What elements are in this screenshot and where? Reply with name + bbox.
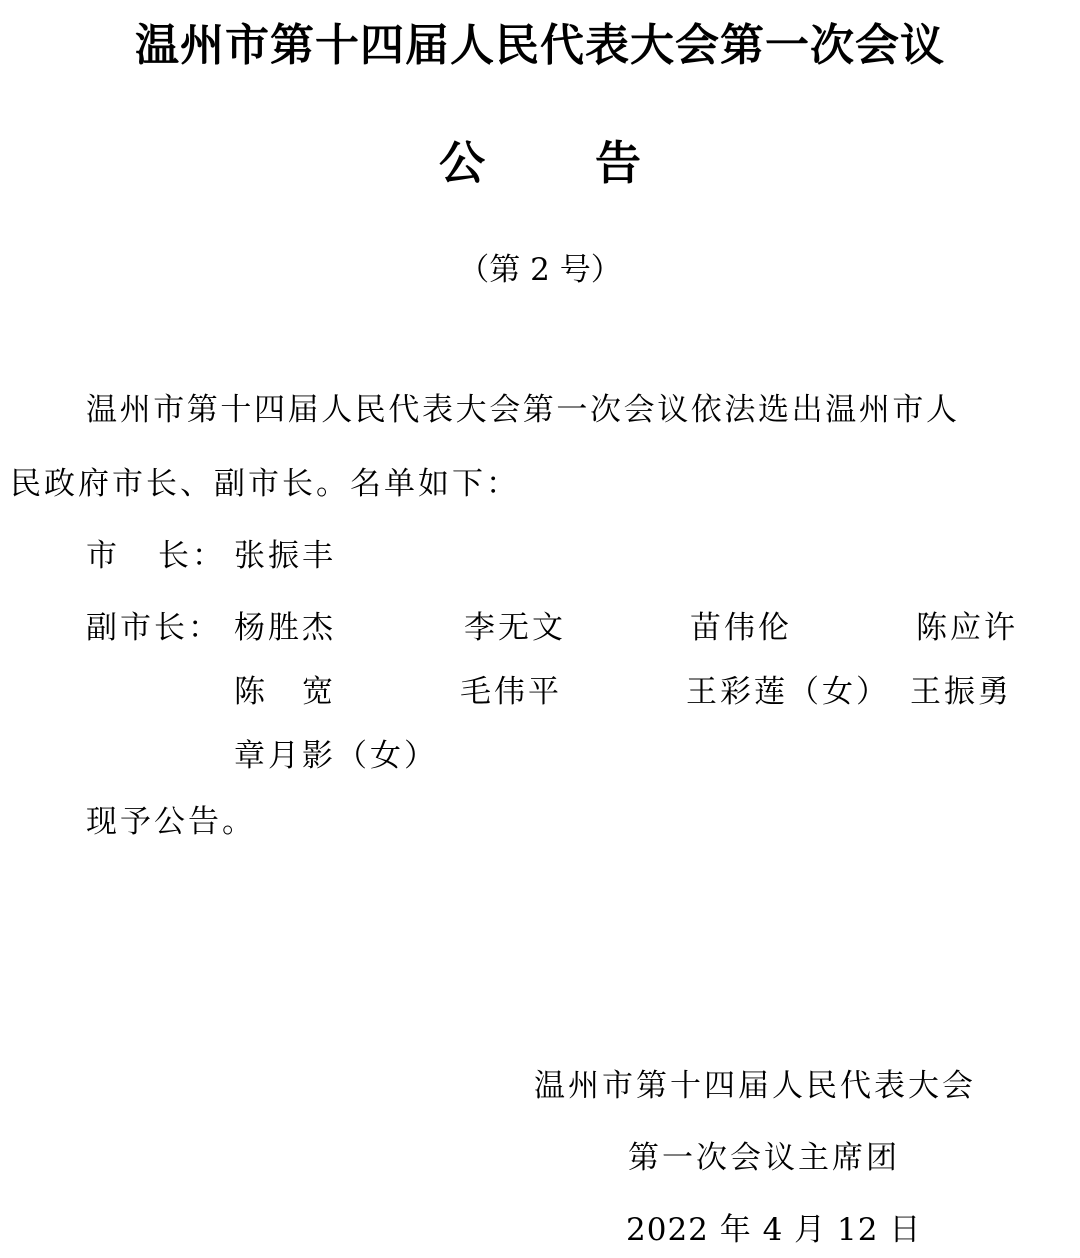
notice-heading	[0, 135, 1080, 191]
notice-heading-char-1: 公	[439, 136, 485, 190]
paragraph-line-1: 温州市第十四届人民代表大会第一次会议依法选出温州市人	[86, 392, 960, 428]
vice-mayor-name: 陈应许	[916, 610, 1018, 646]
notice-number: （第 2 号）	[458, 252, 622, 288]
signature-date: 2022 年 4 月 12 日	[626, 1212, 922, 1248]
mayor-name: 张振丰	[234, 538, 336, 574]
document-title: 温州市第十四届人民代表大会第一次会议	[135, 20, 945, 71]
vice-mayor-name: 陈 宽	[234, 674, 336, 710]
signature-org-line-1: 温州市第十四届人民代表大会	[534, 1068, 976, 1104]
mayor-label-part-2: 长：	[158, 538, 226, 574]
signature-org-line-2: 第一次会议主席团	[628, 1140, 900, 1176]
vice-mayor-name: 李无文	[464, 610, 566, 646]
vice-mayor-name: 章月影（女）	[234, 738, 438, 774]
closing-statement: 现予公告。	[86, 804, 256, 840]
vice-mayor-label: 副市长：	[86, 610, 222, 646]
vice-mayor-name: 毛伟平	[460, 674, 562, 710]
vice-mayor-name: 苗伟伦	[690, 610, 792, 646]
notice-heading-char-2: 告	[595, 136, 641, 190]
vice-mayor-name: 杨胜杰	[234, 610, 336, 646]
mayor-label-part-1: 市	[86, 538, 120, 574]
vice-mayor-name: 王振勇	[910, 674, 1012, 710]
paragraph-line-2: 民政府市长、副市长。名单如下：	[10, 466, 520, 502]
mayor-label	[86, 534, 226, 578]
vice-mayor-name: 王彩莲（女）	[686, 674, 890, 710]
